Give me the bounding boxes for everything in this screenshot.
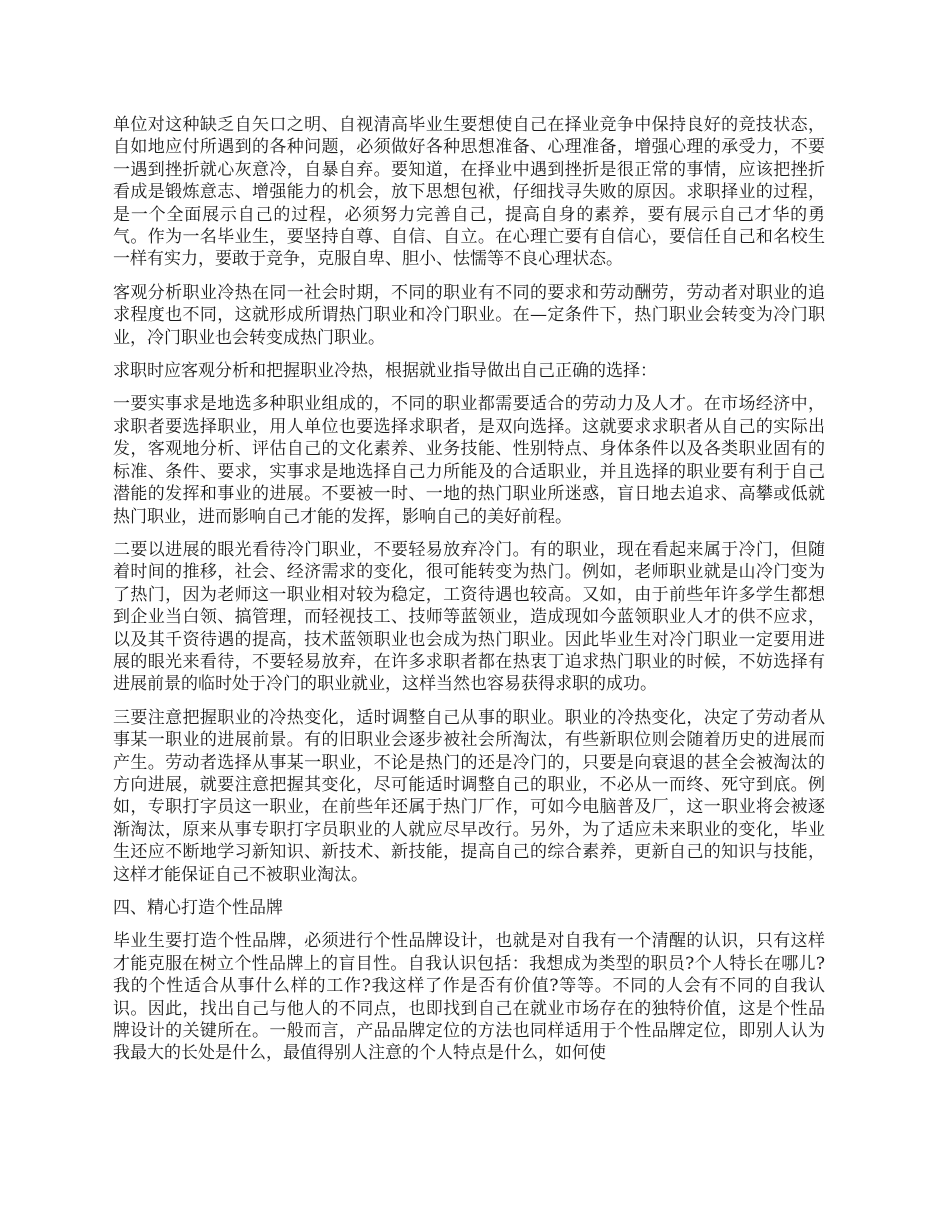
paragraph-self-confidence: 单位对这种缺乏自矢口之明、自视清高毕业生要想使自己在择业竞争中保持良好的竞技状态，自如地应付所遇到的各种问题，必须做好各种思想准备、心理准备，增强心理的承受力，不要一遇到挫折就心灰意冷，自暴自弃。要知道，在择业中遇到挫折是很正常的事情，应该把挫折看成是锻炼意志、增强能力的机会，放下思想包袱，仔细找寻失败的原因。求职择业的过程，是一个全面展示自己的过程，必须努力完善自己，提高自身的素养，要有展示自己才华的勇气。作为一名毕业生，要坚持自尊、自信、自立。在心理亡要有自信心，要信任自己和名校生一样有实力，要敢于竞争，克服自卑、胆小、怯懦等不良心理状态。 [113, 115, 825, 270]
paragraph-personal-brand: 毕业生要打造个性品牌，必须进行个性品牌设计，也就是对自我有一个清醒的认识，只有这样才能克服在树立个性品牌上的盲目性。自我认识包括：我想成为类型的职员?个人特长在哪儿?我的个性适合从事什么样的工作?我这样了作是否有价值?等等。不同的人会有不同的自我认识。因此，找出自己与他人的不同点，也即找到自己在就业市场存在的独特价值，这是个性品牌设计的关键所在。一般而言，产品品牌定位的方法也同样适用于个性品牌定位，即别人认为我最大的长处是什么，最值得别人注意的个人特点是什么，如何使 [113, 931, 825, 1064]
section-heading: 四、精心打造个性品牌 [113, 898, 283, 918]
paragraph-point-three: 三要注意把握职业的冷热变化，适时调整自己从事的职业。职业的冷热变化，决定了劳动者从事某一职业的进展前景。有的旧职业会逐步被社会所淘汰，有些新职位则会随着历史的进展而产生。劳动者选择从事某一职业，不论是热门的还是冷门的，只要是向衰退的甚全会被淘汰的方向进展，就要注意把握其变化，尽可能适时调整自己的职业，不必从一而终、死守到底。例如，专职打字员这一职业，在前些年还属于热门厂作，可如今电脑普及厂，这一职业将会被逐渐淘汰，原来从事专职打字员职业的人就应尽早改行。另外，为了适应未来职业的变化，毕业生还应不断地学习新知识、新技术、新技能，提高自己的综合素养，更新自己的知识与技能，这样才能保证自己不被职业淘汰。 [113, 707, 825, 885]
document-page [113, 114, 825, 1076]
paragraph-point-one: 一要实事求是地选多种职业组成的，不同的职业都需要适合的劳动力及人才。在市场经济中，求职者要选择职业，用人单位也要选择求职者，是双向选择。这就要求求职者从自己的实际出发，客观地分析、评估自己的文化素养、业务技能、性别特点、身体条件以及各类职业固有的标准、条件、要求，实事求是地选择自己力所能及的合适职业，并且选择的职业要有利于自己潜能的发挥和事业的进展。不要被一时、一地的热门职业所迷惑，盲日地去追求、高攀或低就热门职业，进而影响自己才能的发挥，影响自己的美好前程。 [113, 394, 825, 527]
paragraph-choice-intro: 求职时应客观分析和把握职业冷热，根据就业指导做出自己正确的选择： [113, 361, 657, 382]
paragraph-job-popularity: 客观分析职业冷热在同一社会时期，不同的职业有不同的要求和劳动酬劳，劳动者对职业的追求程度也不同，这就形成所谓热门职业和冷门职业。在—定条件下，热门职业会转变为冷门职业，冷门职业也会转变成热门职业。 [113, 282, 825, 348]
paragraph-point-two: 二要以进展的眼光看待冷门职业，不要轻易放弃冷门。有的职业，现在看起来属于冷门，但随着时间的推移，社会、经济需求的变化，很可能转变为热门。例如，老师职业就是山冷门变为了热门，因为老师这一职业相对较为稳定，工资待遇也较高。又如，由于前些年许多学生都想到企业当白领、搞管理，而轻视技工、技师等蓝领业，造成现如今蓝领职业人才的供不应求，以及其千资待遇的提高，技术蓝领职业也会成为热门职业。因此毕业生对冷门职业一定要用进展的眼光来看待，不要轻易放弃，在许多求职者都在热衷丁追求热门职业的时候，不妨选择有进展前景的临时处于冷门的职业就业，这样当然也容易获得求职的成功。 [113, 539, 825, 695]
